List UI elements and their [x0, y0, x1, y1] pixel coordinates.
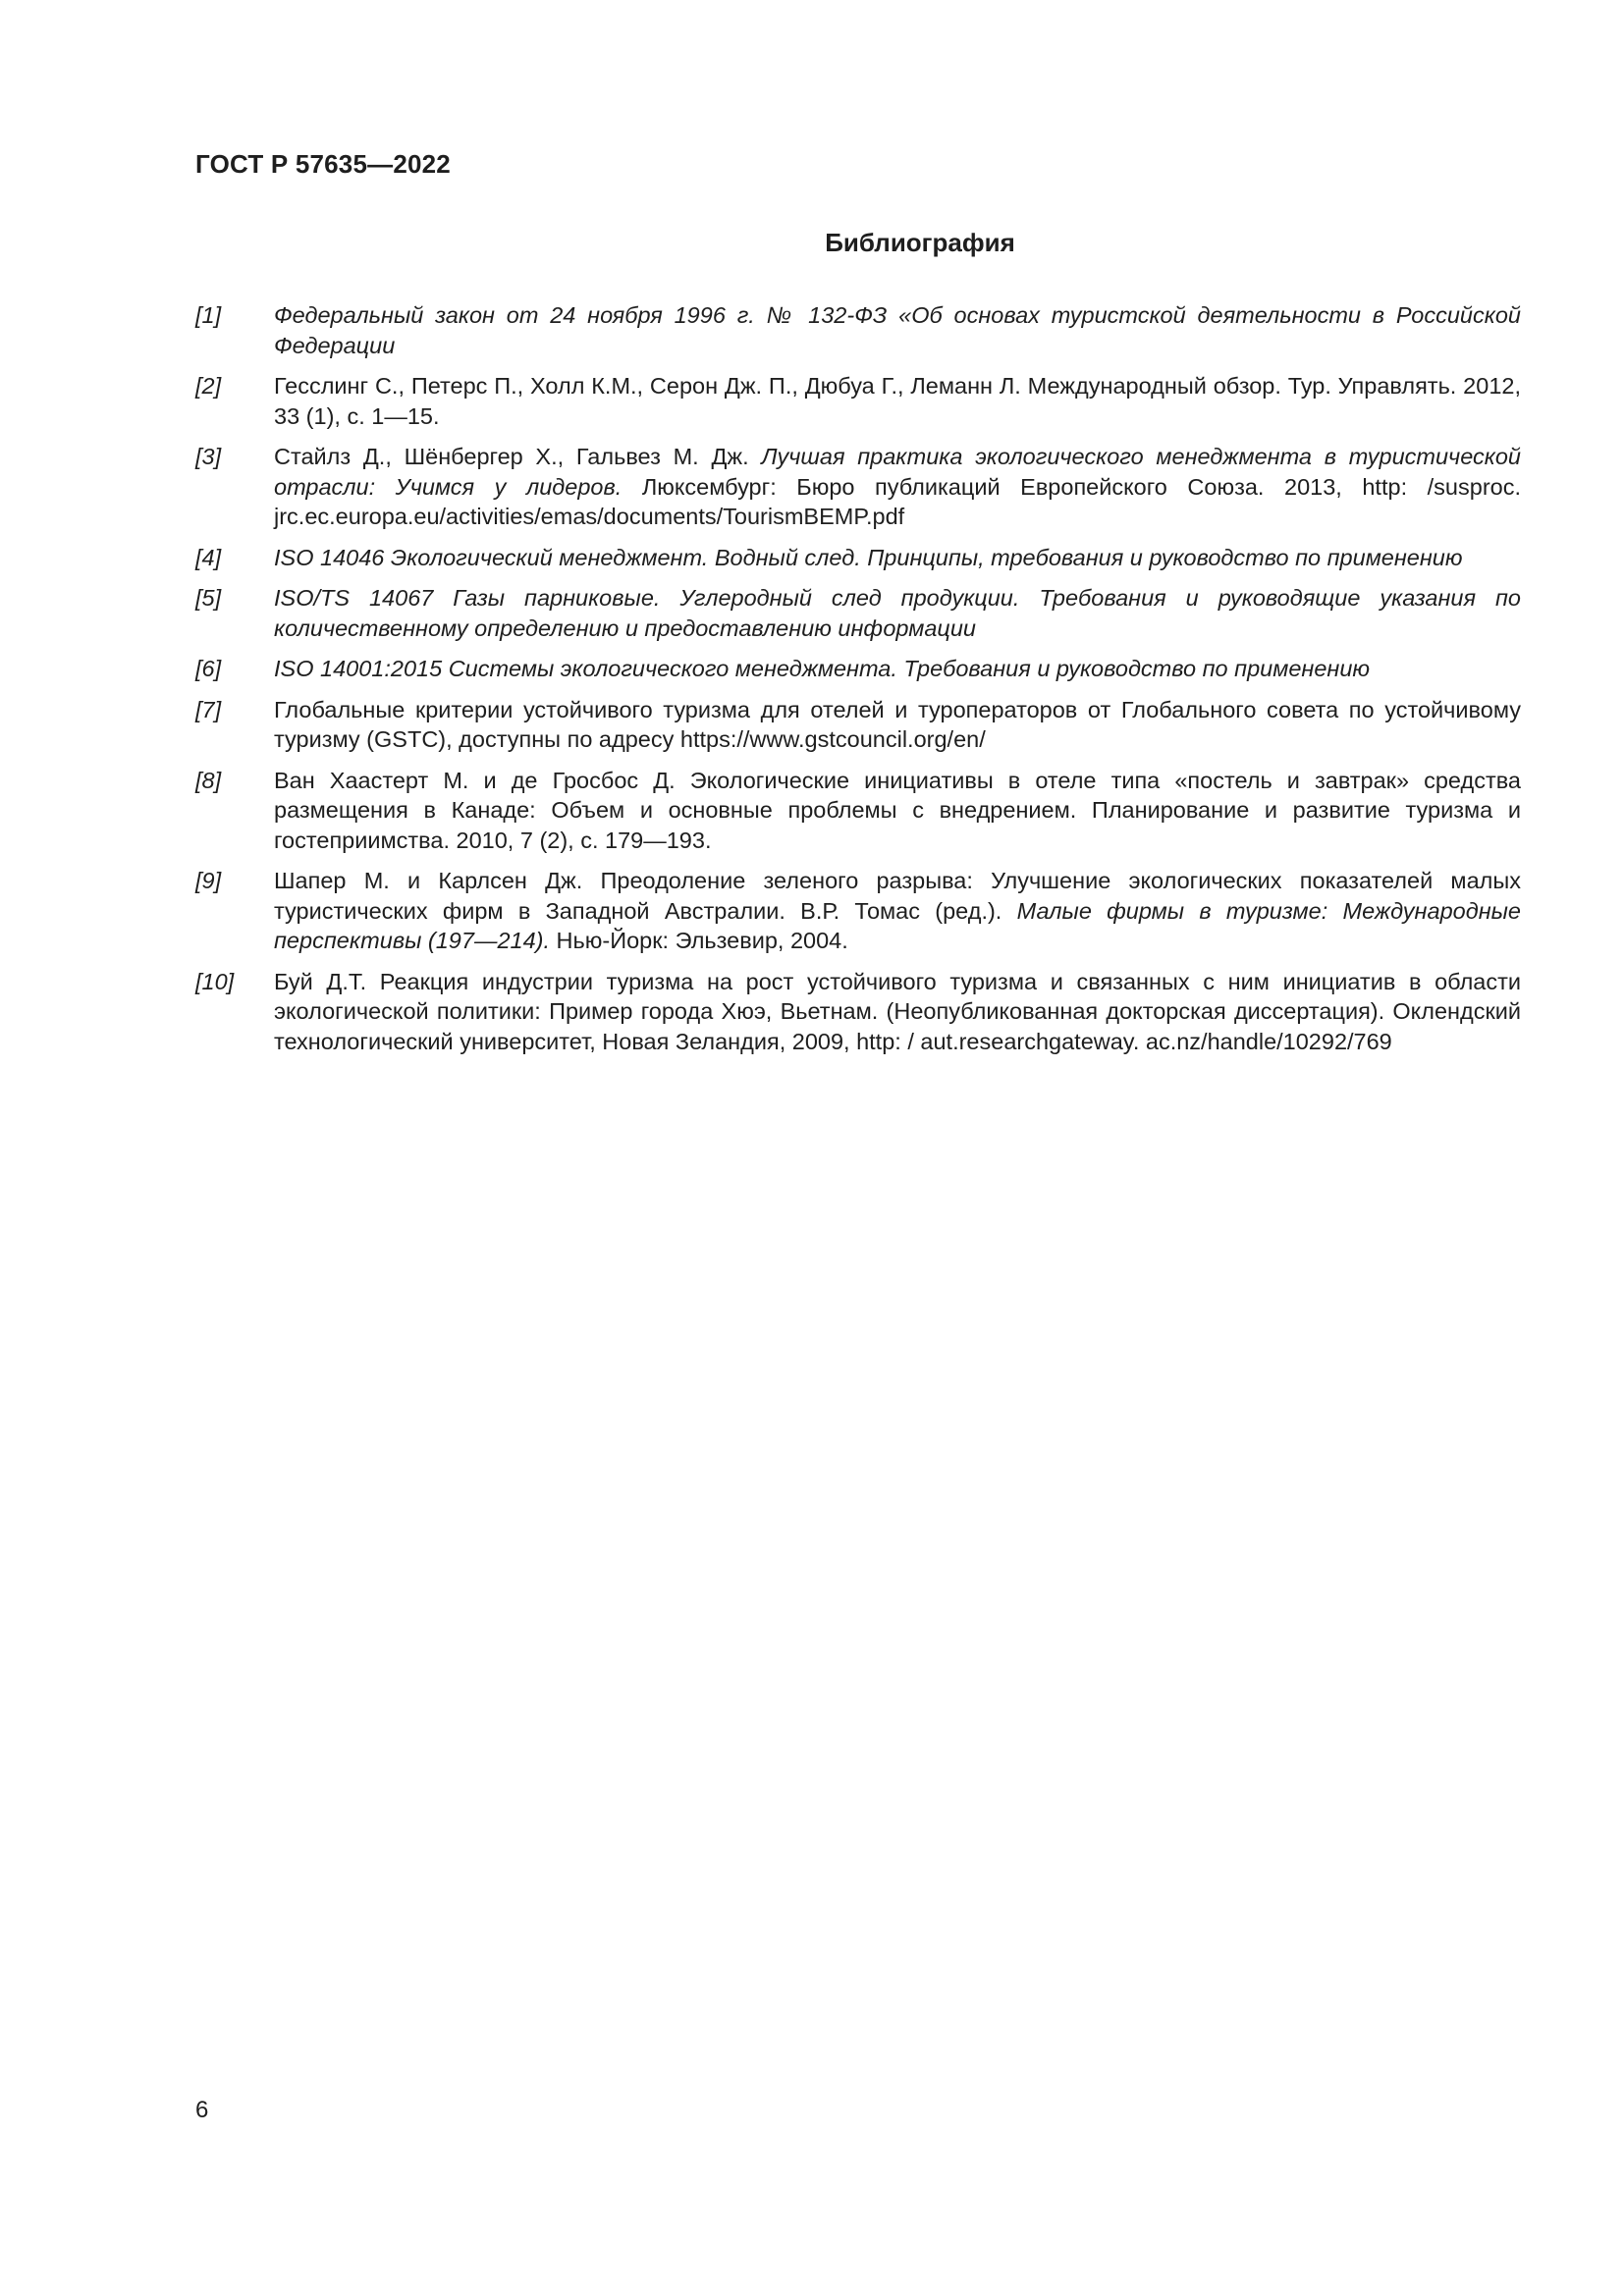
bibliography-entry-part: Стайлз Д., Шёнбергер Х., Гальвез М. Дж.: [274, 444, 762, 469]
bibliography-entry: [195, 967, 1521, 1057]
bibliography-entry: [195, 866, 1521, 956]
bibliography-entry-text: [274, 866, 1521, 956]
bibliography-entry-number: [10]: [195, 968, 235, 994]
bibliography-entry-number: [8]: [195, 767, 222, 793]
bibliography-entry: [195, 654, 1521, 684]
bibliography-entry-number: [3]: [195, 444, 222, 469]
bibliography-entry: [195, 695, 1521, 755]
bibliography-entry-text: [274, 654, 1521, 684]
bibliography-entry-text: [274, 300, 1521, 360]
bibliography-title: Библиография: [825, 228, 1015, 257]
bibliography-entry-part: Люксембург: Бюро публикаций Европейского Союза. 2013, http: /susproc. jrc.ec.europa.eu/activities/emas/documents/TourismBEMP.pdf: [274, 473, 1521, 529]
bibliography-entry-number: [4]: [195, 544, 222, 570]
bibliography-entry-text: [274, 583, 1521, 643]
bibliography-entry-number: [5]: [195, 585, 222, 611]
bibliography-entry-part: Ван Хаастерт М. и де Гросбос Д. Экологические инициативы в отеле типа «постель и завтрак» средства размещения в Канаде: Объем и основные проблемы с внедрением. Планирование и развитие туризма и гостеприимства. 2010, 7 (2), с. 179—193.: [274, 767, 1521, 853]
bibliography-entry-text: [274, 967, 1521, 1057]
bibliography-entry: [195, 766, 1521, 856]
bibliography-entry: [195, 371, 1521, 431]
bibliography-entry-number: [6]: [195, 656, 222, 681]
bibliography-entry: [195, 300, 1521, 360]
bibliography-list: [195, 300, 1521, 1067]
bibliography-entry-italic-part: ISO 14001:2015 Системы экологического менеджмента. Требования и руководство по применению: [274, 656, 1371, 681]
bibliography-entry-part: Шапер М. и Карлсен Дж. Преодоление зеленого разрыва: Улучшение экологических показателей малых туристических фирм в Западной Австралии. В.Р. Томас (ред.).: [274, 868, 1521, 924]
bibliography-entry-text: [274, 695, 1521, 755]
bibliography-entry-text: [274, 371, 1521, 431]
bibliography-entry-italic-part: ISO/TS 14067 Газы парниковые. Углеродный след продукции. Требования и руководящие указания по количественному определению и предоставлению информации: [274, 585, 1521, 641]
bibliography-entry-part: Буй Д.Т. Реакция индустрии туризма на рост устойчивого туризма и связанных с ним инициатив в области экологической политики: Пример города Хюэ, Вьетнам. (Неопубликованная докторская диссертация). Оклендский технологический университет, Новая Зеландия, 2009, http: / aut.researchgateway. ac.nz/handle/10292/769: [274, 968, 1521, 1054]
bibliography-entry-part: Гесслинг С., Петерс П., Холл К.М., Серон Дж. П., Дюбуа Г., Леманн Л. Международный обзор. Тур. Управлять. 2012, 33 (1), с. 1—15.: [274, 373, 1521, 429]
bibliography-entry-text: [274, 766, 1521, 856]
bibliography-entry-number: [2]: [195, 373, 222, 399]
bibliography-entry-text: [274, 543, 1521, 573]
bibliography-entry-number: [9]: [195, 868, 222, 893]
bibliography-entry: [195, 442, 1521, 532]
bibliography-entry-italic-part: Федеральный закон от 24 ноября 1996 г. № 132-ФЗ «Об основах туристской деятельности в Российской Федерации: [274, 302, 1521, 358]
bibliography-entry-part: Нью-Йорк: Эльзевир, 2004.: [550, 928, 848, 953]
bibliography-entry-number: [1]: [195, 302, 222, 328]
bibliography-entry-number: [7]: [195, 696, 222, 722]
bibliography-entry: [195, 543, 1521, 573]
bibliography-entry-italic-part: ISO 14046 Экологический менеджмент. Водный след. Принципы, требования и руководство по применению: [274, 544, 1463, 570]
bibliography-entry: [195, 583, 1521, 643]
bibliography-entry-part: Глобальные критерии устойчивого туризма для отелей и туроператоров от Глобального совета по устойчивому туризму (GSTC), доступны по адресу https://www.gstcouncil.org/en/: [274, 696, 1521, 752]
bibliography-entry-italic-part: Лучшая практика экологического менеджмента в туристической отрасли: Учимся у лидеров.: [274, 444, 1521, 500]
standard-id-header: ГОСТ Р 57635—2022: [195, 149, 451, 179]
bibliography-entry-italic-part: Малые фирмы в туризме: Международные перспективы (197—214).: [274, 897, 1521, 953]
bibliography-entry-text: [274, 442, 1521, 532]
page-number: 6: [195, 2097, 209, 2123]
